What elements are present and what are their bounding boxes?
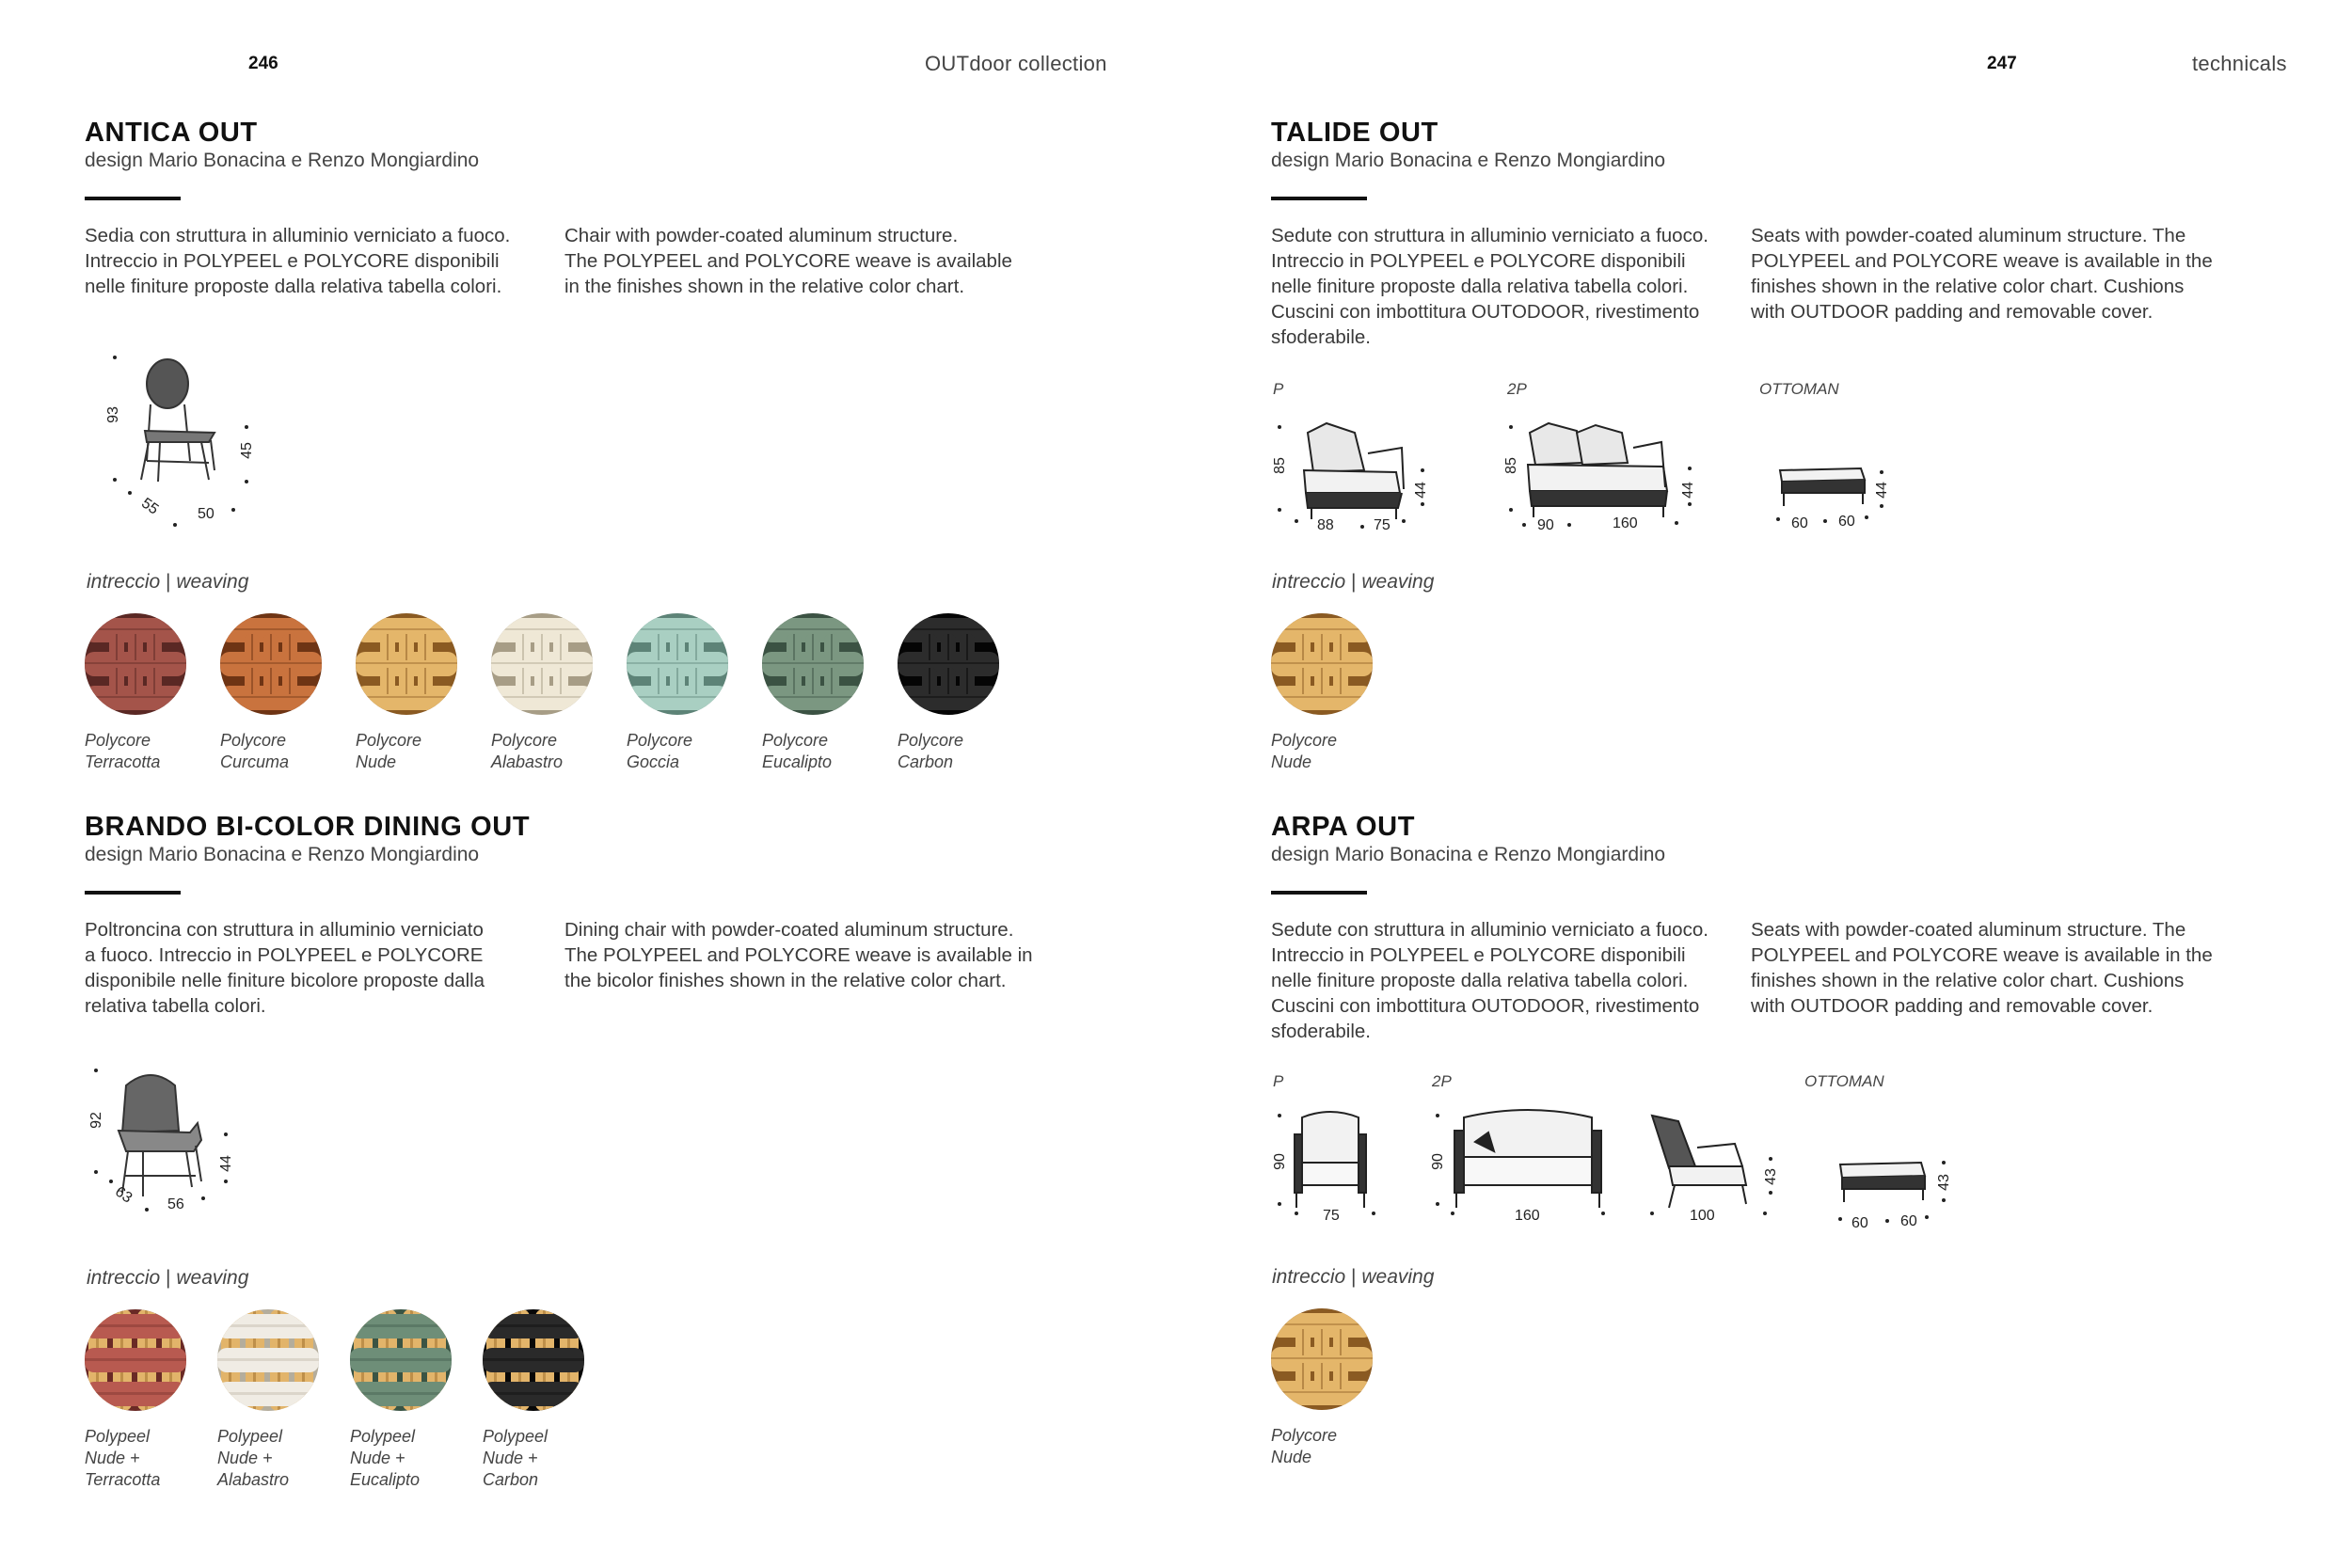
arpa-side-drawing <box>1641 1106 1791 1228</box>
product-designer: design Mario Bonacina e Renzo Mongiardino <box>85 150 480 171</box>
arpa-sofa-drawing <box>1428 1106 1616 1228</box>
weaving-label: intreccio | weaving <box>1272 571 1435 593</box>
swatch-circle <box>627 613 728 715</box>
product-brando-bicolor <box>85 811 1138 1019</box>
swatch-circle <box>85 1309 186 1411</box>
swatch-circle <box>491 613 593 715</box>
dim-width: 50 <box>198 506 215 522</box>
swatch-item: Polycore Alabastro <box>491 613 627 773</box>
page-number: 247 <box>1987 54 2017 73</box>
variant-label: 2P <box>1507 380 1527 398</box>
armchair-icon <box>1270 1106 1430 1228</box>
dim-height: 85 <box>1502 457 1519 474</box>
talide-swatches <box>1271 613 1406 773</box>
weaving-label: intreccio | weaving <box>87 1267 249 1289</box>
description-it: Poltroncina con struttura in alluminio verniciato a fuoco. Intreccio in POLYPEEL e POLYCORE disponibile nelle finiture bicolore proposte dalla relativa tabella colori. <box>85 919 485 1017</box>
dim-width: 75 <box>1323 1208 1340 1224</box>
talide-armchair-drawing <box>1270 414 1468 536</box>
swatch-item: Polycore Nude <box>1271 613 1406 773</box>
dim-height: 90 <box>1271 1153 1288 1170</box>
swatch-circle <box>762 613 864 715</box>
dim-width: 75 <box>1374 517 1391 533</box>
weaving-label: intreccio | weaving <box>87 571 249 593</box>
swatch-circle <box>220 613 322 715</box>
dim-width: 160 <box>1515 1208 1540 1224</box>
swatch-item: Polypeel Nude + Carbon <box>483 1309 615 1491</box>
title-rule <box>85 197 181 200</box>
product-designer: design Mario Bonacina e Renzo Mongiardino <box>1271 844 1666 865</box>
dim-depth: 60 <box>1791 515 1808 531</box>
dim-width: 160 <box>1613 515 1638 531</box>
variant-label: P <box>1273 1072 1284 1090</box>
swatch-item: Polycore Terracotta <box>85 613 220 773</box>
dim-seat-height: 45 <box>238 442 255 459</box>
description-en: Seats with powder-coated aluminum structure. The POLYPEEL and POLYCORE weave is available in the finishes shown in the relative color chart. Cushions with OUTDOOR padding and removable cover. <box>1751 919 2213 1017</box>
variant-label: OTTOMAN <box>1804 1072 1884 1090</box>
arpa-armchair-drawing <box>1270 1106 1430 1228</box>
swatch-circle <box>898 613 999 715</box>
swatch-circle <box>1271 1308 1373 1410</box>
dim-depth: 90 <box>1537 517 1554 533</box>
dim-seat-height: 43 <box>1935 1174 1952 1191</box>
swatch-item: Polycore Nude <box>356 613 491 773</box>
running-head: OUTdoor collection <box>925 52 1107 75</box>
swatch-circle <box>85 613 186 715</box>
product-title: TALIDE OUT <box>1271 118 1438 148</box>
swatch-circle <box>356 613 457 715</box>
antica-chair-drawing <box>103 348 273 536</box>
variant-label: OTTOMAN <box>1759 380 1839 398</box>
armchair-icon <box>1270 414 1468 536</box>
dim-depth: 60 <box>1851 1215 1868 1231</box>
page-number: 246 <box>248 54 278 73</box>
weaving-label: intreccio | weaving <box>1272 1266 1435 1288</box>
dim-depth: 100 <box>1690 1208 1715 1224</box>
dim-seat-height: 43 <box>1762 1168 1779 1185</box>
dim-seat-height: 44 <box>1873 482 1890 499</box>
swatch-item: Polypeel Nude + Eucalipto <box>350 1309 483 1491</box>
title-rule <box>1271 197 1367 200</box>
talide-ottoman-drawing <box>1759 442 1900 536</box>
product-designer: design Mario Bonacina e Renzo Mongiardino <box>85 844 480 865</box>
arpa-ottoman-drawing <box>1825 1138 1966 1232</box>
brando-chair-drawing <box>85 1065 254 1225</box>
swatch-item: Polycore Curcuma <box>220 613 356 773</box>
swatch-circle <box>217 1309 319 1411</box>
dim-height: 93 <box>104 406 121 423</box>
dim-height: 92 <box>87 1112 104 1129</box>
description-it: Sedute con struttura in alluminio verniciato a fuoco. Intreccio in POLYPEEL e POLYCORE disponibili nelle finiture proposte dalla relativa tabella colori. Cuscini con imbottitura OUTODOOR, rivestimento sfoderabile. <box>1271 919 1708 1042</box>
product-antica-out <box>85 117 1138 299</box>
title-rule <box>1271 891 1367 895</box>
swatch-item: Polycore Nude <box>1271 1308 1406 1468</box>
dim-height: 85 <box>1271 457 1288 474</box>
description-en: Chair with powder-coated aluminum structure. The POLYPEEL and POLYCORE weave is available in the finishes shown in the relative color chart. <box>564 225 1012 297</box>
dim-depth: 55 <box>138 495 162 518</box>
description-it: Sedia con struttura in alluminio verniciato a fuoco. Intreccio in POLYPEEL e POLYCORE disponibili nelle finiture proposte dalla relativa tabella colori. <box>85 225 511 297</box>
dim-seat-height: 44 <box>217 1155 234 1172</box>
description-it: Sedute con struttura in alluminio verniciato a fuoco. Intreccio in POLYPEEL e POLYCORE disponibili nelle finiture proposte dalla relativa tabella colori. Cuscini con imbottitura OUTODOOR, rivestimento sfoderabile. <box>1271 225 1708 348</box>
dim-height: 90 <box>1429 1153 1446 1170</box>
swatch-circle <box>483 1309 584 1411</box>
product-arpa-out <box>1271 811 2325 1044</box>
product-designer: design Mario Bonacina e Renzo Mongiardino <box>1271 150 1666 171</box>
swatch-item: Polypeel Nude + Terracotta <box>85 1309 217 1491</box>
running-head: technicals <box>2192 52 2287 75</box>
dim-seat-height: 44 <box>1412 482 1429 499</box>
dim-depth: 63 <box>112 1183 135 1207</box>
talide-sofa-drawing <box>1502 414 1727 536</box>
swatch-item: Polycore Carbon <box>898 613 1033 773</box>
dim-depth: 88 <box>1317 517 1334 533</box>
description-en: Seats with powder-coated aluminum structure. The POLYPEEL and POLYCORE weave is available in the finishes shown in the relative color chart. Cushions with OUTDOOR padding and removable cover. <box>1751 225 2213 323</box>
arpa-swatches <box>1271 1308 1406 1468</box>
variant-label: P <box>1273 380 1284 398</box>
swatch-item: Polypeel Nude + Alabastro <box>217 1309 350 1491</box>
swatch-circle <box>350 1309 452 1411</box>
swatch-circle <box>1271 613 1373 715</box>
product-title: ARPA OUT <box>1271 812 1416 842</box>
swatch-item: Polycore Eucalipto <box>762 613 898 773</box>
brando-swatches <box>85 1309 615 1491</box>
variant-label: 2P <box>1432 1072 1452 1090</box>
product-title: BRANDO BI-COLOR DINING OUT <box>85 812 531 842</box>
right-page <box>1176 0 2352 1568</box>
product-title: ANTICA OUT <box>85 118 258 148</box>
antica-swatches <box>85 613 1033 773</box>
title-rule <box>85 891 181 895</box>
dim-width: 56 <box>167 1196 184 1212</box>
dim-width: 60 <box>1838 514 1855 530</box>
swatch-item: Polycore Goccia <box>627 613 762 773</box>
product-talide-out <box>1271 117 2325 350</box>
dim-width: 60 <box>1900 1213 1917 1229</box>
dim-seat-height: 44 <box>1679 482 1696 499</box>
description-en: Dining chair with powder-coated aluminum structure. The POLYPEEL and POLYCORE weave is available in the bicolor finishes shown in the relative color chart. <box>564 919 1033 991</box>
